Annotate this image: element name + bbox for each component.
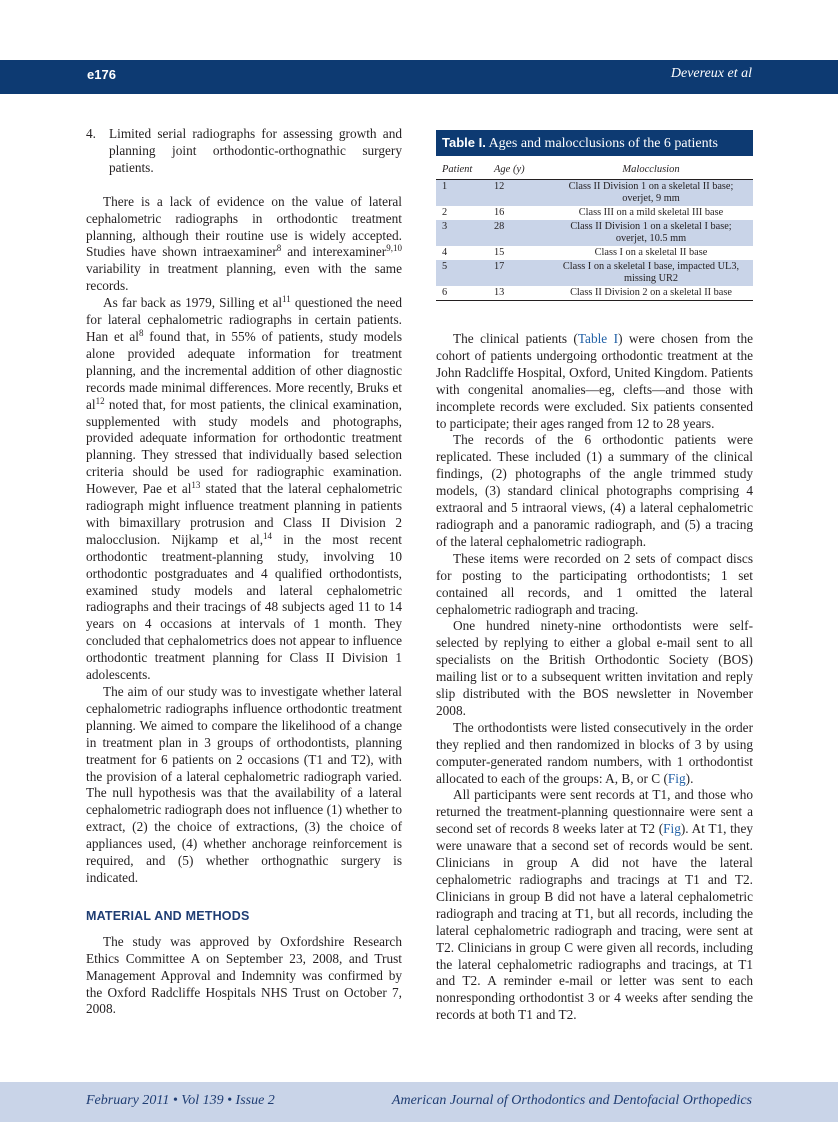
paragraph: The records of the 6 orthodontic patients were replicated. These included (1) a summary of the clinical findings, (2) photographs of the angle trimmed study models, (3) standard clinical photographs comprising 4 extraoral and 5 intraoral views, (4) a lateral cephalometric radiograph and a panoramic radiograph, and (5) a tracing of the lateral cephalometric radiograph. — [436, 432, 753, 549]
table-row — [436, 220, 753, 246]
figure-link[interactable]: Fig — [663, 821, 681, 837]
paragraph: All participants were sent records at T1, and those who returned the treatment-planning questionnaire were sent a second set of records 8 weeks later at T2 (Fig). At T1, they were unaware that a second set of records would be sent. Clinicians in group A did not have the lateral cephalometric radiographs and tracings at T1 and T2. Clinicians in group B did not have a lateral cephalometric radiograph and tracing at T1, but all records, including the lateral cephalometric radiograph and tracing, were sent at T2. Clinicians in group C were given all records, including the lateral cephalometric radiographs and tracings, at T1 and T2. A reminder e-mail or letter was sent to each nonresponding orthodontist 3 or 4 weeks after sending the records at both T1 and T2. — [436, 787, 753, 1023]
table-title — [436, 130, 753, 156]
list-text: Limited serial radiographs for assessing growth and planning joint orthodontic-orthognathic surgery patients. — [109, 126, 402, 175]
left-column — [86, 126, 402, 1018]
table-header — [436, 161, 753, 180]
paragraph: These items were recorded on 2 sets of compact discs for posting to the participating orthodontists; 1 set contained all records, and 1 omitted the lateral cephalometric radiograph and tracing. — [436, 550, 753, 617]
paragraph: As far back as 1979, Silling et $al^{11}$ questioned the need for lateral cephalometric radiographs in certain patients. Han et $al^8$ found that, in 55% of patients, study models alone provided adequate information for treatment planning, and the incremental addition of other diagnostic records made minimal differences. More recently, Bruks et $al^{12}$ noted that, for most patients, the clinical examination, supplemented with study models and photographs, provided adequate information for orthodontic treatment planning. They stressed that individually based selection criteria should be used for radiographic examination. However, Pae et $al^{13}$ stated that the lateral cephalometric radiograph might influence treatment planning in patients with bimaxillary protrusion and Class II Division 2 malocclusion. Nijkamp et al,$^{14}$ in the most recent orthodontic treatment-planning study, involving 10 orthodontic postgraduates and 4 qualified orthodontists, examined study models and lateral cephalometric radiographs and their tracings of 48 subjects aged 11 to 14 years on 4 occasions at intervals of 1 month. They concluded that cephalometrics does not appear to influence orthodontic treatment planning for Class II Division 1 adolescents. — [86, 294, 402, 683]
table-row — [436, 246, 753, 260]
column-header: Malocclusion — [622, 164, 680, 175]
paragraph: The study was approved by Oxfordshire Research Ethics Committee A on September 23, 2008, and Trust Management Approval and Indemnity was confirmed by the Oxford Radcliffe Hospitals NHS Trust on October 7, 2008. — [86, 933, 402, 1017]
paragraph: The clinical patients (Table I) were chosen from the cohort of patients undergoing orthodontic treatment at the John Radcliffe Hospital, Oxford, United Kingdom. Patients with congenital anomalies—eg, clefts—and those with incomplete records were excluded. Six patients consented to participate; their ages ranged from 12 to 28 years. — [436, 331, 754, 431]
paragraph: There is a lack of evidence on the value of lateral cephalometric radiographs in orthodontic treatment planning, although their routine use is widely accepted. Studies have shown intraexaminer$^8$ and interexaminer$^{9,10}$ variability in treatment planning, even with the same records. — [86, 193, 402, 294]
section-heading: MATERIAL AND METHODS — [86, 908, 250, 923]
table-label: Table I. — [442, 135, 486, 150]
cell-malocclusion: Class I on a skeletal II base — [594, 247, 708, 258]
cell-malocclusion: Class II Division 2 on a skeletal II base — [570, 287, 732, 298]
cell-patient: 1 — [442, 181, 448, 192]
citation[interactable]: 13 — [191, 480, 201, 491]
citation[interactable]: 14 — [263, 530, 273, 541]
citation[interactable]: 9,10 — [386, 243, 402, 254]
cell-age: 16 — [494, 207, 505, 218]
figure-link[interactable]: Fig — [667, 770, 686, 786]
list-item — [86, 126, 402, 177]
cell-malocclusion: Class II Division 1 on a skeletal I base; overjet, 10.5 mm — [570, 221, 732, 244]
table-caption: Ages and malocclusions of the 6 patients — [488, 136, 718, 151]
citation[interactable]: 11 — [282, 294, 291, 305]
journal-name: American Journal of Orthodontics and Dentofacial Orthopedics — [391, 1093, 752, 1108]
citation[interactable]: 8 — [276, 243, 282, 254]
cell-patient: 6 — [442, 287, 448, 298]
issue-info: February 2011 • Vol 139 • Issue 2 — [86, 1093, 275, 1108]
cell-age: 15 — [494, 247, 505, 258]
paragraph: The aim of our study was to investigate whether lateral cephalometric radiographs influence orthodontic treatment planning. We aimed to compare the likelihood of a change in treatment plan in 3 groups of orthodontists, planning treatment for 6 patients on 2 occasions (T1 and T2), with the provision of a lateral cephalometric radiograph varied. The null hypothesis was that the availability of a lateral cephalometric radiograph does not influence (1) whether to extract, (2) the choice of extractions, (3) the choice of appliances used, (4) whether anchorage reinforcement is required, and (5) whether orthognathic surgery is indicated. — [86, 684, 402, 885]
running-authors: Devereux et al — [670, 66, 752, 81]
cell-patient: 3 — [442, 221, 448, 232]
paragraph: One hundred ninety-nine orthodontists were self-selected by replying to either a global e-mail sent to all specialists on the British Orthodontic Society (BOS) mailing list or to a subsequent written invitation and reply slip distributed with the BOS newsletter in November 2008. — [436, 618, 753, 718]
table-row — [436, 286, 753, 301]
cell-malocclusion: Class III on a mild skeletal III base — [578, 207, 724, 218]
right-column — [436, 331, 753, 1024]
citation[interactable]: 12 — [95, 395, 105, 406]
cell-malocclusion: Class II Division 1 on a skeletal II base; overjet, 9 mm — [568, 181, 734, 204]
running-header — [0, 60, 838, 94]
table-row — [436, 206, 753, 220]
table-row — [436, 180, 753, 206]
table-link[interactable]: Table I — [577, 331, 619, 346]
paragraph: The orthodontists were listed consecutively in the order they replied and then randomized in blocks of 3 by using computer-generated random numbers, with 1 orthodontist allocated to each of the groups: A, B, or C (Fig). — [436, 719, 753, 786]
cell-age: 17 — [494, 261, 505, 272]
list-number: 4. — [86, 126, 96, 141]
cell-patient: 2 — [442, 207, 448, 218]
column-header: Age (y) — [494, 164, 525, 175]
cell-age: 12 — [494, 181, 505, 192]
cell-age: 13 — [494, 287, 505, 298]
page-number: e176 — [87, 67, 116, 82]
running-footer — [0, 1082, 838, 1122]
table-1 — [436, 130, 753, 301]
cell-patient: 5 — [442, 261, 448, 272]
citation[interactable]: 8 — [138, 327, 144, 338]
column-header: Patient — [442, 164, 473, 175]
cell-patient: 4 — [442, 247, 448, 258]
table-row — [436, 260, 753, 286]
cell-age: 28 — [494, 221, 505, 232]
cell-malocclusion: Class I on a skeletal I base, impacted UL3, missing UR2 — [562, 261, 740, 284]
